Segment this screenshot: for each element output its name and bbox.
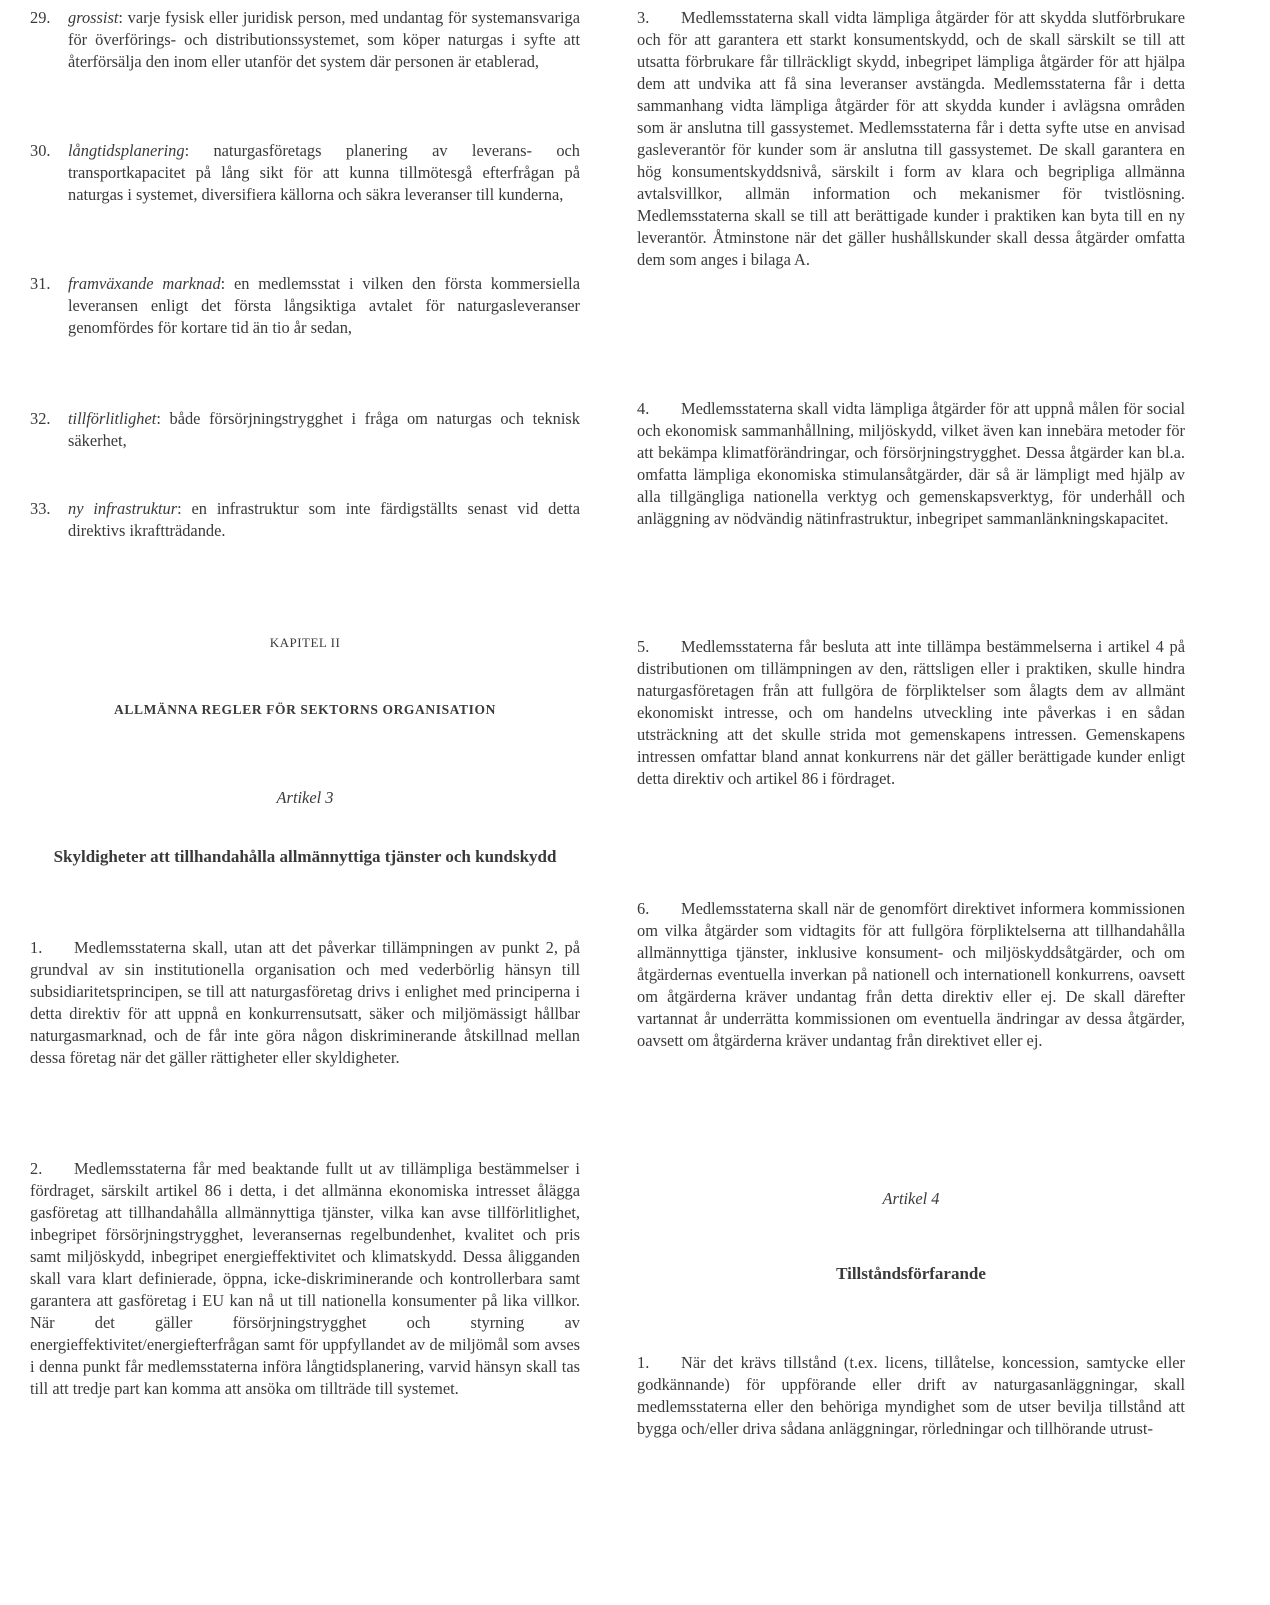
paragraph-number: 4. — [637, 399, 650, 418]
paragraph-text: Medlemsstaterna skall vidta lämpliga åtgärder för att uppnå målen för social och ekonomisk sammanhållning, miljöskydd, vilket även kan innebära metoder för att bekämpa klimatförändringar, och försörjningstrygghet. Dessa åtgärder kan bl.a. omfatta lämpliga ekonomiska stimulansåtgärder, där så är lämpligt med hjälp av alla tillgängliga nationella verktyg och gemenskapsverktyg, för underhåll och anläggning av nödvändig nätinfrastruktur, inbegripet sammanlänkningskapacitet. — [637, 399, 1185, 528]
article-title: Skyldigheter att tillhandahålla allmännyttiga tjänster och kundskydd — [53, 847, 557, 866]
paragraph-number: 1. — [30, 938, 43, 957]
definition-29 — [30, 7, 580, 73]
definition-text: : naturgasföretags planering av leverans- och transportkapacitet på lång sikt för att kunna tillmötesgå efterfrågan på naturgas i systemet, diversifiera källorna och säkra leveranser till kunderna, — [68, 141, 580, 204]
paragraph-text: Medlemsstaterna skall vidta lämpliga åtgärder för att skydda slutförbrukare och för att garantera ett starkt konsumentskydd, och de skall särskilt se till att utsatta förbrukare får tillräckligt skydd, inbegripet lämpliga åtgärder för att hjälpa dem att undvika att få sina leveranser avstängda. Medlemsstaterna får i detta sammanhang vidta lämpliga åtgärder för att skydda kunder i avlägsna områden som är anslutna till gassystemet. Medlemsstaterna får i detta syfte utse en anvisad gasleverantör för kunder som är anslutna till gassystemet. De skall garantera en hög konsumentskyddsnivå, särskilt i form av klara och begripliga allmänna avtalsvillkor, allmän information och mekanismer för tvistlösning. Medlemsstaterna skall se till att berättigade kunder i praktiken kan byta till en ny leverantör. Åtminstone när det gäller hushållskunder skall dessa åtgärder omfatta dem som anges i bilaga A. — [637, 8, 1185, 269]
definition-number: 30. — [30, 141, 51, 160]
article-paragraph-4 — [637, 398, 1185, 530]
article-paragraph-2 — [30, 1158, 580, 1400]
definition-term: tillförlitlighet — [68, 409, 157, 428]
paragraph-text: Medlemsstaterna får besluta att inte tillämpa bestämmelserna i artikel 4 på distributionen om tillämpningen av den, rättsligen eller i praktiken, skulle hindra naturgasföretagen från att fullgöra de förpliktelser som ålagts dem av allmänt ekonomiskt intresse, och om handelns utveckling inte påverkas i en sådan utsträckning att det skulle strida mot gemenskapens intressen. Gemenskapens intressen omfattar bland annat konkurrens när det gäller berättigade kunder enligt detta direktiv och artikel 86 i fördraget. — [637, 637, 1185, 788]
paragraph-number: 5. — [637, 637, 650, 656]
paragraph-text: Medlemsstaterna får med beaktande fullt ut av tillämpliga bestämmelser i fördraget, särskilt artikel 86 i detta, i det allmänna ekonomiska intresset ålägga gasföretag att tillhandahålla allmännyttiga tjänster, vilka kan avse tillförlitlighet, inbegripet försörjningstrygghet, leveransernas regelbundenhet, kvalitet och pris samt miljöskydd, inbegripet energieffektivitet och klimatskydd. Dessa åligganden skall vara klart definierade, öppna, icke-diskriminerande och kontrollerbara samt garantera att gasföretag i EU kan nå ut till nationella konsumenter på lika villkor. När det gäller försörjningstrygghet och styrning av energieffektivitet/energiefterfrågan samt för uppfyllandet av de miljömål som avses i denna punkt får medlemsstaterna införa långtidsplanering, varvid hänsyn skall tas till att tredje part kan komma att ansöka om tillträde till systemet. — [30, 1159, 580, 1398]
definition-text: : en medlemsstat i vilken den första kommersiella leveransen enligt det första långsiktiga avtalet för naturgasleveranser genomfördes för kortare tid än tio år sedan, — [68, 274, 580, 337]
article-heading: Artikel 3 — [276, 788, 334, 807]
definition-33 — [30, 498, 580, 542]
article-paragraph-1 — [30, 937, 580, 1069]
definition-text: : varje fysisk eller juridisk person, med undantag för systemansvariga för överförings- och distributionssystemet, som köper naturgas i syfte att återförsälja den inom eller utanför det system där personen är etablerad, — [68, 8, 580, 71]
paragraph-text: När det krävs tillstånd (t.ex. licens, tillåtelse, koncession, samtycke eller godkännande) för uppförande eller drift av naturgasanläggningar, skall medlemsstaterna eller den behöriga myndighet som de utser bevilja tillstånd att bygga och/eller driva sådana anläggningar, rörledningar och tillhörande utrust- — [637, 1353, 1185, 1438]
article-paragraph-5 — [637, 636, 1185, 790]
paragraph-text: Medlemsstaterna skall, utan att det påverkar tillämpningen av punkt 2, på grundval av sin institutionella organisation och med vederbörlig hänsyn till subsidiaritetsprincipen, se till att naturgasföretag drivs i enlighet med principerna i detta direktiv för att uppnå en konkurrensutsatt, säker och miljömässigt hållbar naturgasmarknad, och de får inte göra någon diskriminerande åtskillnad mellan dessa företag när det gäller rättigheter eller skyldigheter. — [30, 938, 580, 1067]
definition-number: 32. — [30, 409, 51, 428]
definition-term: framväxande marknad — [68, 274, 221, 293]
definition-text: : en infrastruktur som inte färdigställts senast vid detta direktivs ikraftträdande. — [68, 499, 580, 540]
paragraph-number: 1. — [637, 1353, 650, 1372]
definition-term: ny infrastruktur — [68, 499, 178, 518]
article-paragraph-6 — [637, 898, 1185, 1052]
definition-number: 33. — [30, 499, 51, 518]
definition-text: : både försörjningstrygghet i fråga om naturgas och teknisk säkerhet, — [68, 409, 580, 450]
article-title: Tillståndsförfarande — [836, 1264, 986, 1283]
definition-number: 29. — [30, 8, 51, 27]
definition-number: 31. — [30, 274, 51, 293]
article-paragraph-1 — [637, 1352, 1185, 1440]
chapter-heading: KAPITEL II — [269, 635, 341, 650]
definition-term: grossist — [68, 8, 119, 27]
article-paragraph-3 — [637, 7, 1185, 271]
paragraph-text: Medlemsstaterna skall när de genomfört direktivet informera kommissionen om vilka åtgärder som vidtagits för att fullgöra förpliktelserna att tillhandahålla allmännyttiga tjänster, inklusive konsument- och miljöskyddsåtgärder, och om åtgärdernas eventuella inverkan på nationell och internationell konkurrens, oavsett om åtgärderna kräver undantag från detta direktiv eller ej. De skall därefter vartannat år underrätta kommissionen om eventuella ändringar av dessa åtgärder, oavsett om åtgärderna kräver undantag från direktivet eller ej. — [637, 899, 1185, 1050]
article-heading: Artikel 4 — [882, 1189, 940, 1208]
definition-term: långtidsplanering — [68, 141, 185, 160]
paragraph-number: 3. — [637, 8, 650, 27]
chapter-title: ALLMÄNNA REGLER FÖR SEKTORNS ORGANISATION — [114, 702, 496, 717]
definition-31 — [30, 273, 580, 339]
paragraph-number: 2. — [30, 1159, 43, 1178]
definition-32 — [30, 408, 580, 452]
definition-30 — [30, 140, 580, 206]
paragraph-number: 6. — [637, 899, 650, 918]
